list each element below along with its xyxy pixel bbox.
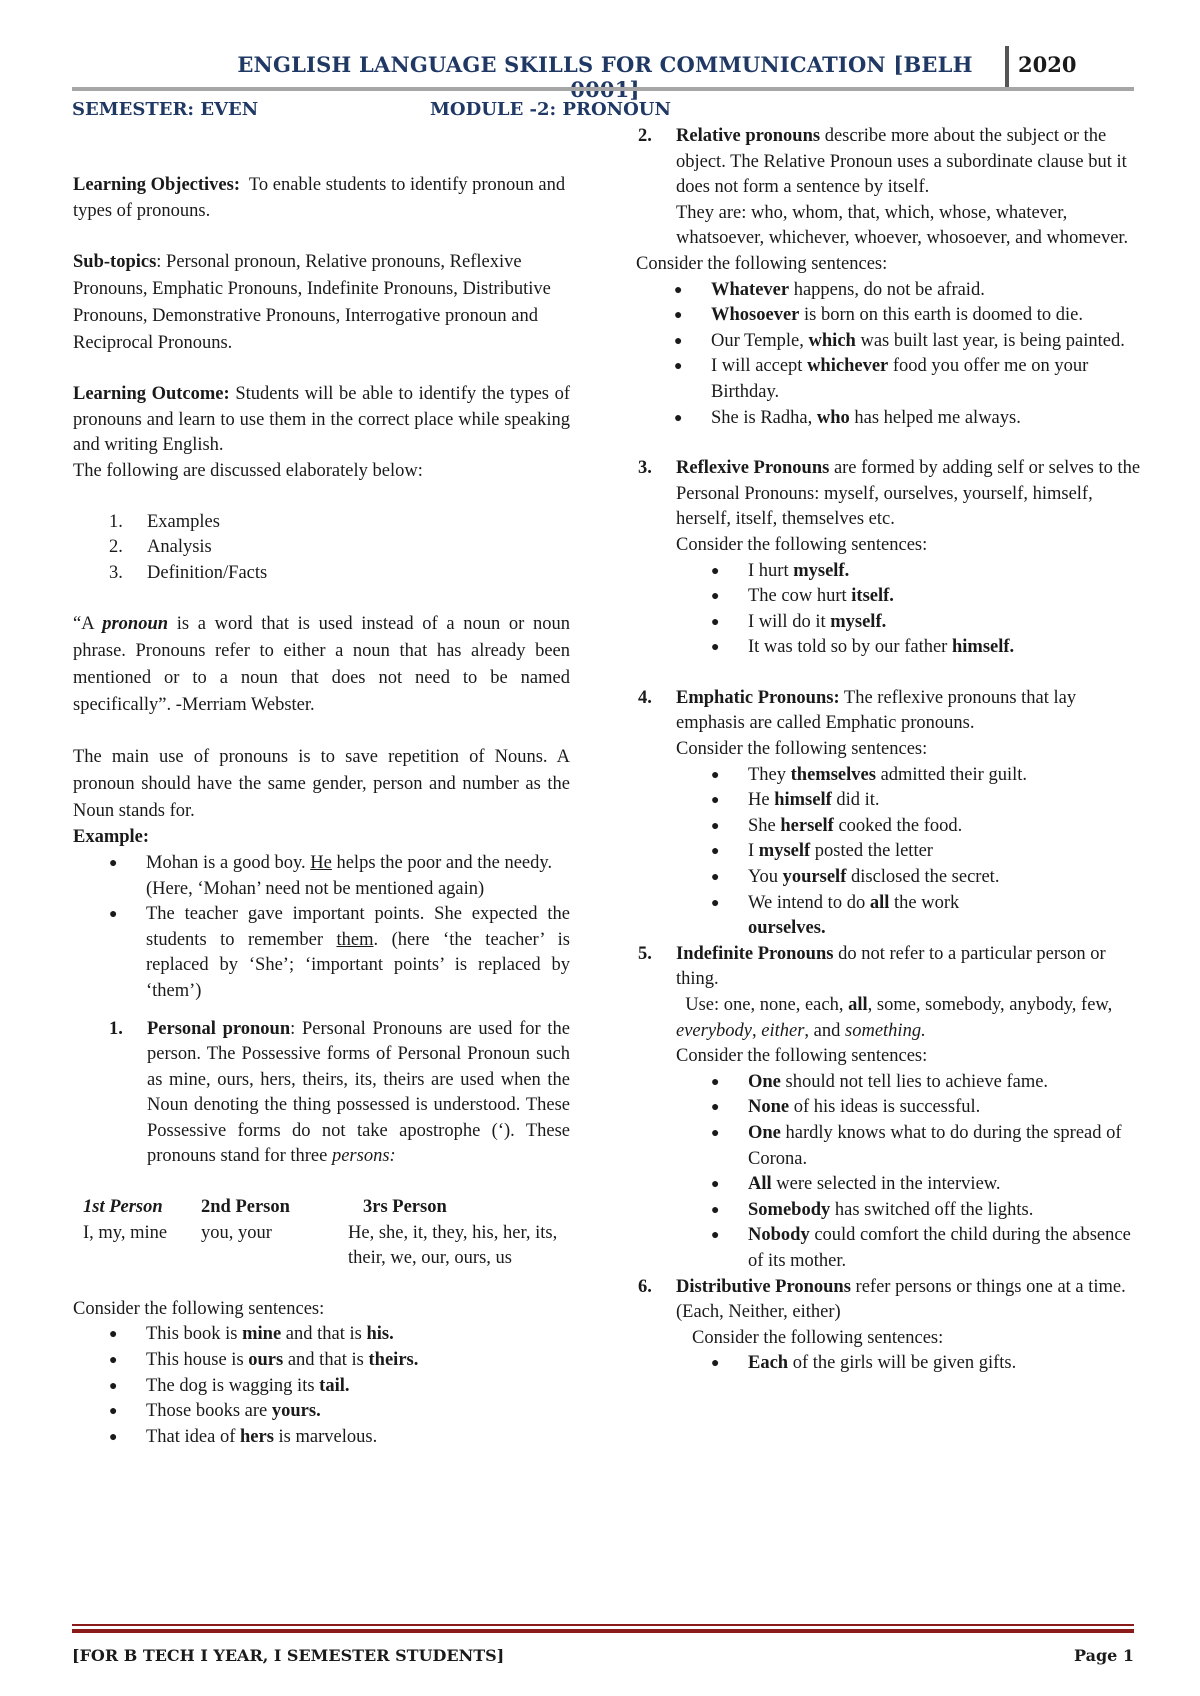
sub-topics: Sub-topics: Personal pronoun, Relative pronouns, Reflexive Pronouns, Emphatic Pronouns, Indefinite Pronouns, Distributive Pronouns, Demonstrative Pronouns, Interrogative pronoun and Reciprocal Pronouns. bbox=[73, 252, 551, 354]
list-item: ● One should not tell lies to achieve fame. bbox=[638, 1070, 1143, 1096]
bullet-icon: ● bbox=[711, 1202, 720, 1218]
pronoun-definition: “A pronoun is a word that is used instead of a noun or noun phrase. Pronouns refer to either a noun that has already been mentioned or to a noun that does not need to be named specifically”. -Merriam Webster. bbox=[73, 614, 570, 716]
footer-rule bbox=[72, 1624, 1134, 1626]
list-item: ● Nobody could comfort the child during the absence of its mother. bbox=[638, 1223, 1143, 1274]
bullet-icon: ● bbox=[711, 818, 720, 834]
consider-label: Consider the following sentences: bbox=[692, 1327, 944, 1348]
consider-label: Consider the following sentences: bbox=[636, 253, 888, 274]
table-header: 3rs Person bbox=[363, 1197, 447, 1218]
section-distributive-pronouns: 6. Distributive Pronouns refer persons or things one at a time. (Each, Neither, either) bbox=[638, 1276, 1126, 1323]
bullet-icon: ● bbox=[711, 1100, 720, 1116]
semester-label: SEMESTER: EVEN bbox=[72, 99, 259, 120]
bullet-icon: ● bbox=[674, 333, 683, 349]
bullet-icon: ● bbox=[674, 410, 683, 426]
bullet-icon: ● bbox=[711, 793, 720, 809]
list-item: ● Our Temple, which was built last year, is being painted. bbox=[638, 329, 1143, 355]
left-column bbox=[73, 173, 570, 1450]
table-cell: He, she, it, they, his, her, its, their, we, our, ours, us bbox=[348, 1222, 558, 1269]
section-indefinite-pronouns: 5. Indefinite Pronouns do not refer to a particular person or thing. bbox=[638, 943, 1106, 990]
consider-label: Consider the following sentences: bbox=[676, 1046, 928, 1067]
right-column bbox=[638, 124, 1143, 1377]
list-item: ● The dog is wagging its tail. bbox=[73, 1374, 570, 1400]
list-item: ● This house is ours and that is theirs. bbox=[73, 1348, 570, 1374]
footer-rule bbox=[72, 1629, 1134, 1633]
bullet-icon: ● bbox=[109, 1327, 118, 1343]
list-item: 1. Examples bbox=[109, 511, 220, 532]
list-item: ● We intend to do all the work ourselves. bbox=[638, 891, 1143, 942]
list-item: ● Somebody has switched off the lights. bbox=[638, 1198, 1143, 1224]
list-item: ● One hardly knows what to do during the spread of Corona. bbox=[638, 1121, 1143, 1172]
bullet-icon: ● bbox=[711, 1125, 720, 1141]
header-title: ENGLISH LANGUAGE SKILLS FOR COMMUNICATION [BELH bbox=[237, 52, 973, 77]
header-divider bbox=[1005, 46, 1009, 88]
indefinite-use: Use: one, none, each, all, some, somebody, anybody, few, everybody, either, and something. bbox=[676, 995, 1113, 1041]
bullet-icon: ● bbox=[711, 563, 720, 579]
table-header: 1st Person bbox=[83, 1197, 163, 1218]
section-reflexive-pronouns: 3. Reflexive Pronouns are formed by adding self or selves to the Personal Pronouns: myself, ourselves, yourself, himself, herself, itself, themselves etc. bbox=[638, 458, 1141, 530]
list-item: ● You yourself disclosed the secret. bbox=[638, 865, 1143, 891]
list-item: ● I hurt myself. bbox=[638, 559, 1143, 585]
bullet-icon: ● bbox=[711, 589, 720, 605]
footer-course-note: [FOR B TECH I YEAR, I SEMESTER STUDENTS] bbox=[72, 1646, 505, 1665]
list-item: ● Whatever happens, do not be afraid. bbox=[638, 278, 1143, 304]
header-rule bbox=[72, 87, 1134, 91]
bullet-icon: ● bbox=[711, 614, 720, 630]
consider-label: Consider the following sentences: bbox=[73, 1298, 325, 1319]
list-item: 3. Definition/Facts bbox=[109, 562, 268, 583]
list-item: ● The teacher gave important points. She expected the students to remember them. (here ‘the teacher’ is replaced by ‘She’; ‘important points’ is replaced by ‘them’) bbox=[73, 902, 570, 1004]
bullet-icon: ● bbox=[674, 282, 683, 298]
section-emphatic-pronouns: 4. Emphatic Pronouns: The reflexive pronouns that lay emphasis are called Emphatic pronouns. bbox=[638, 687, 1077, 734]
table-header: 2nd Person bbox=[201, 1197, 290, 1218]
table-cell: you, your bbox=[201, 1222, 272, 1243]
learning-objectives: Learning Objectives: To enable students to identify pronoun and types of pronouns. bbox=[73, 175, 566, 221]
bullet-icon: ● bbox=[109, 1429, 118, 1445]
bullet-icon: ● bbox=[109, 1353, 118, 1369]
list-item: ● She is Radha, who has helped me always. bbox=[638, 406, 1143, 432]
bullet-icon: ● bbox=[674, 308, 683, 324]
bullet-icon: ● bbox=[711, 1177, 720, 1193]
bullet-icon: ● bbox=[711, 640, 720, 656]
bullet-icon: ● bbox=[711, 895, 720, 911]
list-item: ● She herself cooked the food. bbox=[638, 814, 1143, 840]
list-item: ● Each of the girls will be given gifts. bbox=[638, 1351, 1143, 1377]
header-year: 2020 bbox=[1018, 52, 1077, 77]
list-item: ● I myself posted the letter bbox=[638, 839, 1143, 865]
list-item: ● Those books are yours. bbox=[73, 1399, 570, 1425]
bullet-icon: ● bbox=[109, 855, 118, 871]
relative-list: They are: who, whom, that, which, whose, whatever, whatsoever, whichever, whoever, whosoever, and whomever. bbox=[676, 202, 1129, 249]
list-item: ● That idea of hers is marvelous. bbox=[73, 1425, 570, 1451]
example-label: Example: bbox=[73, 827, 150, 848]
list-item: ● It was told so by our father himself. bbox=[638, 635, 1143, 661]
main-use-paragraph: The main use of pronouns is to save repetition of Nouns. A pronoun should have the same gender, person and number as the Noun stands for. bbox=[73, 747, 570, 822]
bullet-icon: ● bbox=[711, 844, 720, 860]
consider-label: Consider the following sentences: bbox=[676, 534, 928, 555]
list-item: 2. Analysis bbox=[109, 537, 212, 558]
consider-label: Consider the following sentences: bbox=[676, 739, 928, 760]
bullet-icon: ● bbox=[711, 1074, 720, 1090]
bullet-icon: ● bbox=[109, 907, 118, 923]
list-item: ● They themselves admitted their guilt. bbox=[638, 763, 1143, 789]
list-item: ● The cow hurt itself. bbox=[638, 584, 1143, 610]
section-relative-pronouns: 2. Relative pronouns describe more about the subject or the object. The Relative Pronoun uses a subordinate clause but it does not form a sentence by itself. bbox=[638, 126, 1127, 198]
list-item: ● This book is mine and that is his. bbox=[73, 1322, 570, 1348]
discussed-intro: The following are discussed elaborately below: bbox=[73, 460, 423, 481]
page-number: Page 1 bbox=[1074, 1646, 1135, 1665]
bullet-icon: ● bbox=[711, 1228, 720, 1244]
list-item: ● I will accept whichever food you offer me on your Birthday. bbox=[638, 354, 1143, 405]
list-item: ● Mohan is a good boy. He helps the poor and the needy. (Here, ‘Mohan’ need not be mentioned again) bbox=[73, 851, 570, 902]
bullet-icon: ● bbox=[711, 767, 720, 783]
bullet-icon: ● bbox=[109, 1378, 118, 1394]
bullet-icon: ● bbox=[711, 1356, 720, 1372]
list-item: ● Whosoever is born on this earth is doomed to die. bbox=[638, 303, 1143, 329]
bullet-icon: ● bbox=[109, 1404, 118, 1420]
learning-outcome: Learning Outcome: Students will be able to identify the types of pronouns and learn to use them in the correct place while speaking and writing English. bbox=[73, 384, 571, 456]
list-item: ● None of his ideas is successful. bbox=[638, 1095, 1143, 1121]
section-personal-pronoun: 1. Personal pronoun: Personal Pronouns are used for the person. The Possessive forms of Personal Pronoun such as mine, ours, hers, theirs, its, theirs are used when the Noun denoting the thing possessed is understood. These Possessive forms do not take apostrophe (‘). These pronouns stand for three persons: bbox=[109, 1018, 570, 1167]
list-item: ● He himself did it. bbox=[638, 788, 1143, 814]
person-table bbox=[83, 1195, 570, 1272]
table-cell: I, my, mine bbox=[83, 1222, 168, 1243]
bullet-icon: ● bbox=[674, 359, 683, 375]
list-item: ● I will do it myself. bbox=[638, 610, 1143, 636]
module-label: MODULE -2: PRONOUN bbox=[430, 99, 671, 120]
bullet-icon: ● bbox=[711, 870, 720, 886]
list-item: ● All were selected in the interview. bbox=[638, 1172, 1143, 1198]
